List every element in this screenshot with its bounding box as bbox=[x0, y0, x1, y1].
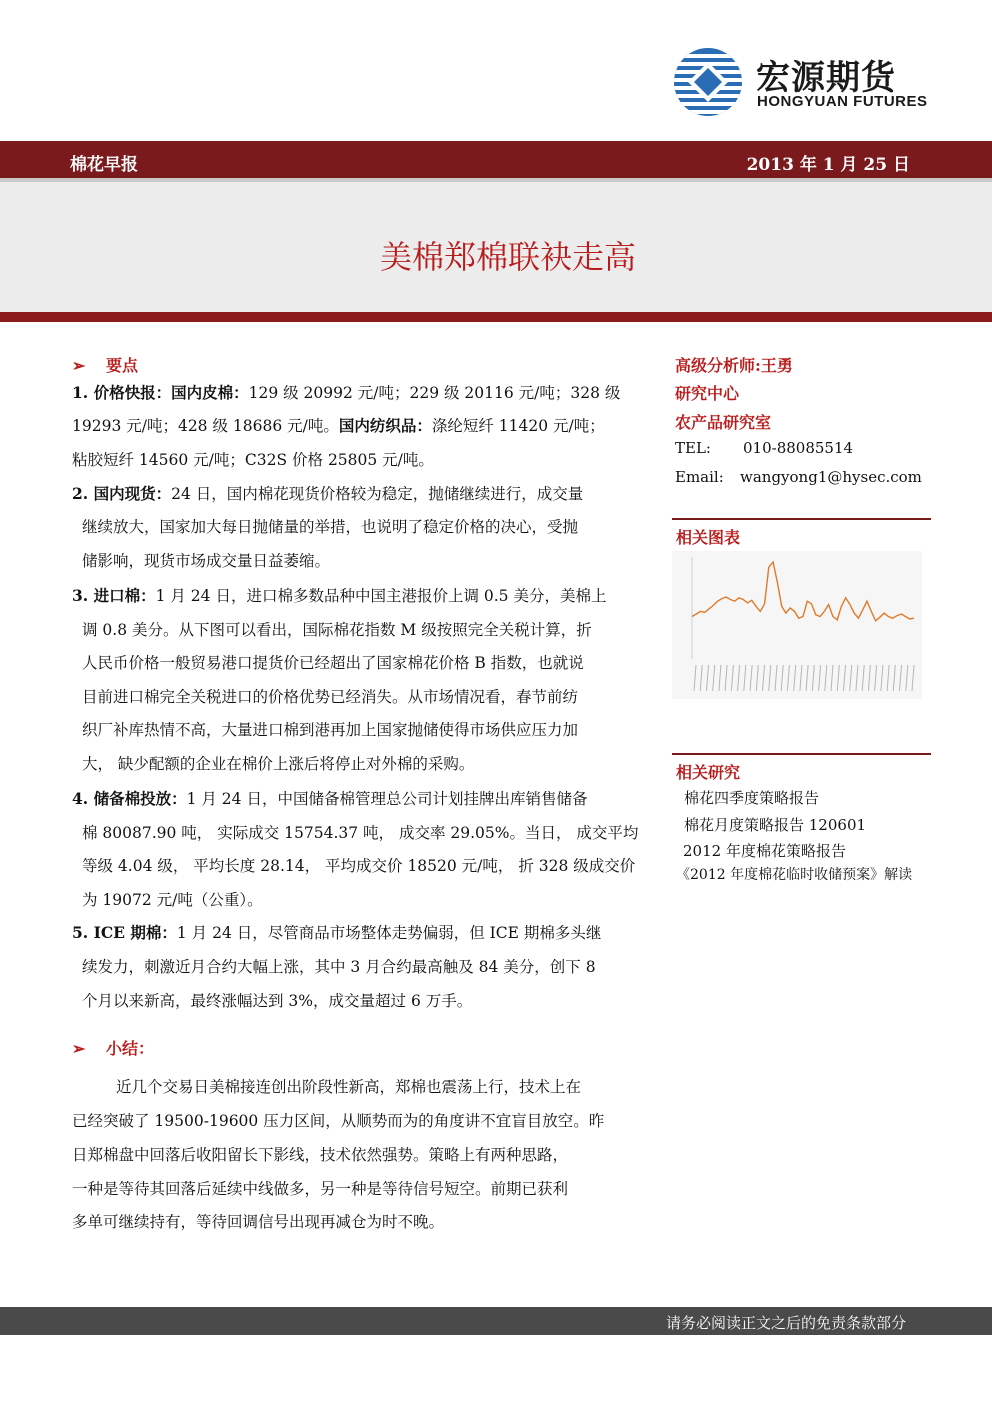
price-bulletin-line-3: 粘胶短纤 14560 元/吨；C32S 价格 25805 元/吨。 bbox=[72, 451, 434, 469]
x-tick bbox=[763, 665, 765, 691]
summary-line-5: 多单可继续持有，等待回调信号出现再减仓为时不晚。 bbox=[72, 1213, 445, 1231]
x-tick bbox=[738, 665, 740, 691]
research-link-2[interactable]: 棉花月度策略报告 120601 bbox=[684, 816, 867, 834]
x-tick bbox=[800, 665, 802, 691]
imported-cotton-line-2: 调 0.8 美分。从下图可以看出，国际棉花指数 M 级按照完全关税计算，折 bbox=[82, 621, 592, 639]
analyst-name: 高级分析师:王勇 bbox=[675, 356, 793, 375]
domestic-spot-line-3: 储影响，现货市场成交量日益萎缩。 bbox=[82, 552, 331, 570]
x-tick bbox=[819, 665, 821, 691]
imported-cotton-line-4: 目前进口棉完全关税进口的价格优势已经消失。从市场情况看，春节前纺 bbox=[82, 688, 579, 706]
arrow-icon: ➢ bbox=[72, 356, 86, 375]
x-tick bbox=[725, 665, 727, 691]
x-tick bbox=[868, 665, 870, 691]
divider bbox=[0, 312, 992, 322]
x-tick bbox=[812, 665, 814, 691]
x-tick bbox=[844, 665, 846, 691]
x-tick bbox=[750, 665, 752, 691]
x-tick bbox=[794, 665, 796, 691]
imported-cotton-line-1: 3. 进口棉：1 月 24 日，进口棉多数品种中国主港报价上调 0.5 美分，美棉上 bbox=[72, 586, 607, 605]
x-tick bbox=[900, 665, 902, 691]
ice-futures-line-1: 5. ICE 期棉：1 月 24 日，尽管商品市场整体走势偏弱，但 ICE 期棉多头继 bbox=[72, 923, 602, 942]
x-tick bbox=[744, 665, 746, 691]
imported-cotton-line-5: 织厂补库热情不高，大量进口棉到港再加上国家抛储使得市场供应压力加 bbox=[82, 721, 579, 739]
research-link-1[interactable]: 棉花四季度策略报告 bbox=[684, 789, 820, 807]
ice-futures-line-2: 续发力，刺激近月合约大幅上涨，其中 3 月合约最高触及 84 美分，创下 8 bbox=[82, 958, 596, 976]
x-tick bbox=[707, 665, 709, 691]
x-tick bbox=[694, 665, 696, 691]
reserve-cotton-line-4: 为 19072 元/吨（公重）。 bbox=[82, 891, 263, 909]
price-bulletin-line-2: 19293 元/吨；428 级 18686 元/吨。国内纺织品：涤纶短纤 11420 元/吨； bbox=[72, 416, 605, 435]
price-line-chart bbox=[672, 551, 922, 699]
related-research-heading: 相关研究 bbox=[672, 753, 931, 781]
related-chart bbox=[672, 551, 922, 699]
x-tick bbox=[769, 665, 771, 691]
x-tick bbox=[837, 665, 839, 691]
ice-futures-line-3: 个月以来新高，最终涨幅达到 3%，成交量超过 6 万手。 bbox=[82, 992, 473, 1010]
price-series-line bbox=[692, 562, 914, 621]
x-tick bbox=[700, 665, 702, 691]
x-tick bbox=[850, 665, 852, 691]
research-link-3[interactable]: 2012 年度棉花策略报告 bbox=[683, 842, 846, 860]
summary-line-1: 近几个交易日美棉接连创出阶段性新高，郑棉也震荡上行，技术上在 bbox=[116, 1078, 582, 1096]
summary-heading: ➢ 小结： bbox=[72, 1039, 155, 1058]
report-type: 棉花早报 bbox=[70, 155, 138, 175]
x-tick bbox=[775, 665, 777, 691]
summary-line-4: 一种是等待其回落后延续中线做多，另一种是等待信号短空。前期已获利 bbox=[72, 1180, 569, 1198]
domestic-spot-line-1: 2. 国内现货：24 日，国内棉花现货价格较为稳定，抛储继续进行，成交量 bbox=[72, 484, 584, 503]
x-tick bbox=[875, 665, 877, 691]
key-points-heading: ➢ 要点 bbox=[72, 356, 139, 375]
x-tick bbox=[887, 665, 889, 691]
research-link-4[interactable]: 《2012 年度棉花临时收储预案》解读 bbox=[676, 867, 913, 883]
tel-label: TEL: bbox=[675, 439, 711, 457]
reserve-cotton-line-3: 等级 4.04 级， 平均长度 28.14， 平均成交价 18520 元/吨， 折 328 级成交价 bbox=[82, 857, 636, 875]
reserve-cotton-line-1: 4. 储备棉投放：1 月 24 日，中国储备棉管理总公司计划挂牌出库销售储备 bbox=[72, 789, 588, 808]
domestic-spot-line-2: 继续放大，国家加大每日抛储量的举措，也说明了稳定价格的决心，受抛 bbox=[82, 518, 579, 536]
x-tick bbox=[881, 665, 883, 691]
x-tick bbox=[731, 665, 733, 691]
page-title: 美棉郑棉联袂走高 bbox=[379, 238, 636, 276]
x-tick bbox=[756, 665, 758, 691]
hongyuan-logo bbox=[672, 46, 744, 118]
arrow-icon: ➢ bbox=[72, 1039, 86, 1058]
x-tick bbox=[787, 665, 789, 691]
x-tick bbox=[719, 665, 721, 691]
x-tick bbox=[893, 665, 895, 691]
x-tick bbox=[912, 665, 914, 691]
price-bulletin-line-1: 1. 价格快报：国内皮棉：129 级 20992 元/吨；229 级 20116 元/吨；328 级 bbox=[72, 383, 621, 402]
related-charts-heading: 相关图表 bbox=[672, 518, 931, 546]
x-tick bbox=[806, 665, 808, 691]
x-tick bbox=[906, 665, 908, 691]
x-tick bbox=[713, 665, 715, 691]
tel-value: 010-88085514 bbox=[743, 439, 854, 457]
imported-cotton-line-6: 大， 缺少配额的企业在棉价上涨后将停止对外棉的采购。 bbox=[82, 755, 475, 773]
department: 研究中心 bbox=[675, 384, 740, 403]
office: 农产品研究室 bbox=[675, 413, 772, 432]
brand-name-en: HONGYUAN FUTURES bbox=[757, 93, 928, 110]
reserve-cotton-line-2: 棉 80087.90 吨， 实际成交 15754.37 吨， 成交率 29.05%。当日， 成交平均 bbox=[82, 824, 639, 842]
x-tick bbox=[856, 665, 858, 691]
email-link[interactable]: wangyong1@hysec.com bbox=[740, 468, 922, 486]
email-label: Email: bbox=[675, 468, 724, 486]
summary-line-2: 已经突破了 19500-19600 压力区间，从顺势而为的角度讲不宜盲目放空。昨 bbox=[72, 1112, 605, 1130]
summary-line-3: 日郑棉盘中回落后收阳留长下影线，技术依然强势。策略上有两种思路， bbox=[72, 1146, 569, 1164]
x-tick bbox=[862, 665, 864, 691]
brand-name-cn: 宏源期货 bbox=[756, 58, 896, 98]
disclaimer-text: 请务必阅读正文之后的免责条款部分 bbox=[665, 1314, 906, 1332]
x-tick bbox=[781, 665, 783, 691]
report-date: 2013 年 1 月 25 日 bbox=[746, 155, 910, 175]
x-tick bbox=[825, 665, 827, 691]
x-tick bbox=[831, 665, 833, 691]
imported-cotton-line-3: 人民币价格一般贸易港口提货价已经超出了国家棉花价格 B 指数，也就说 bbox=[82, 654, 584, 672]
